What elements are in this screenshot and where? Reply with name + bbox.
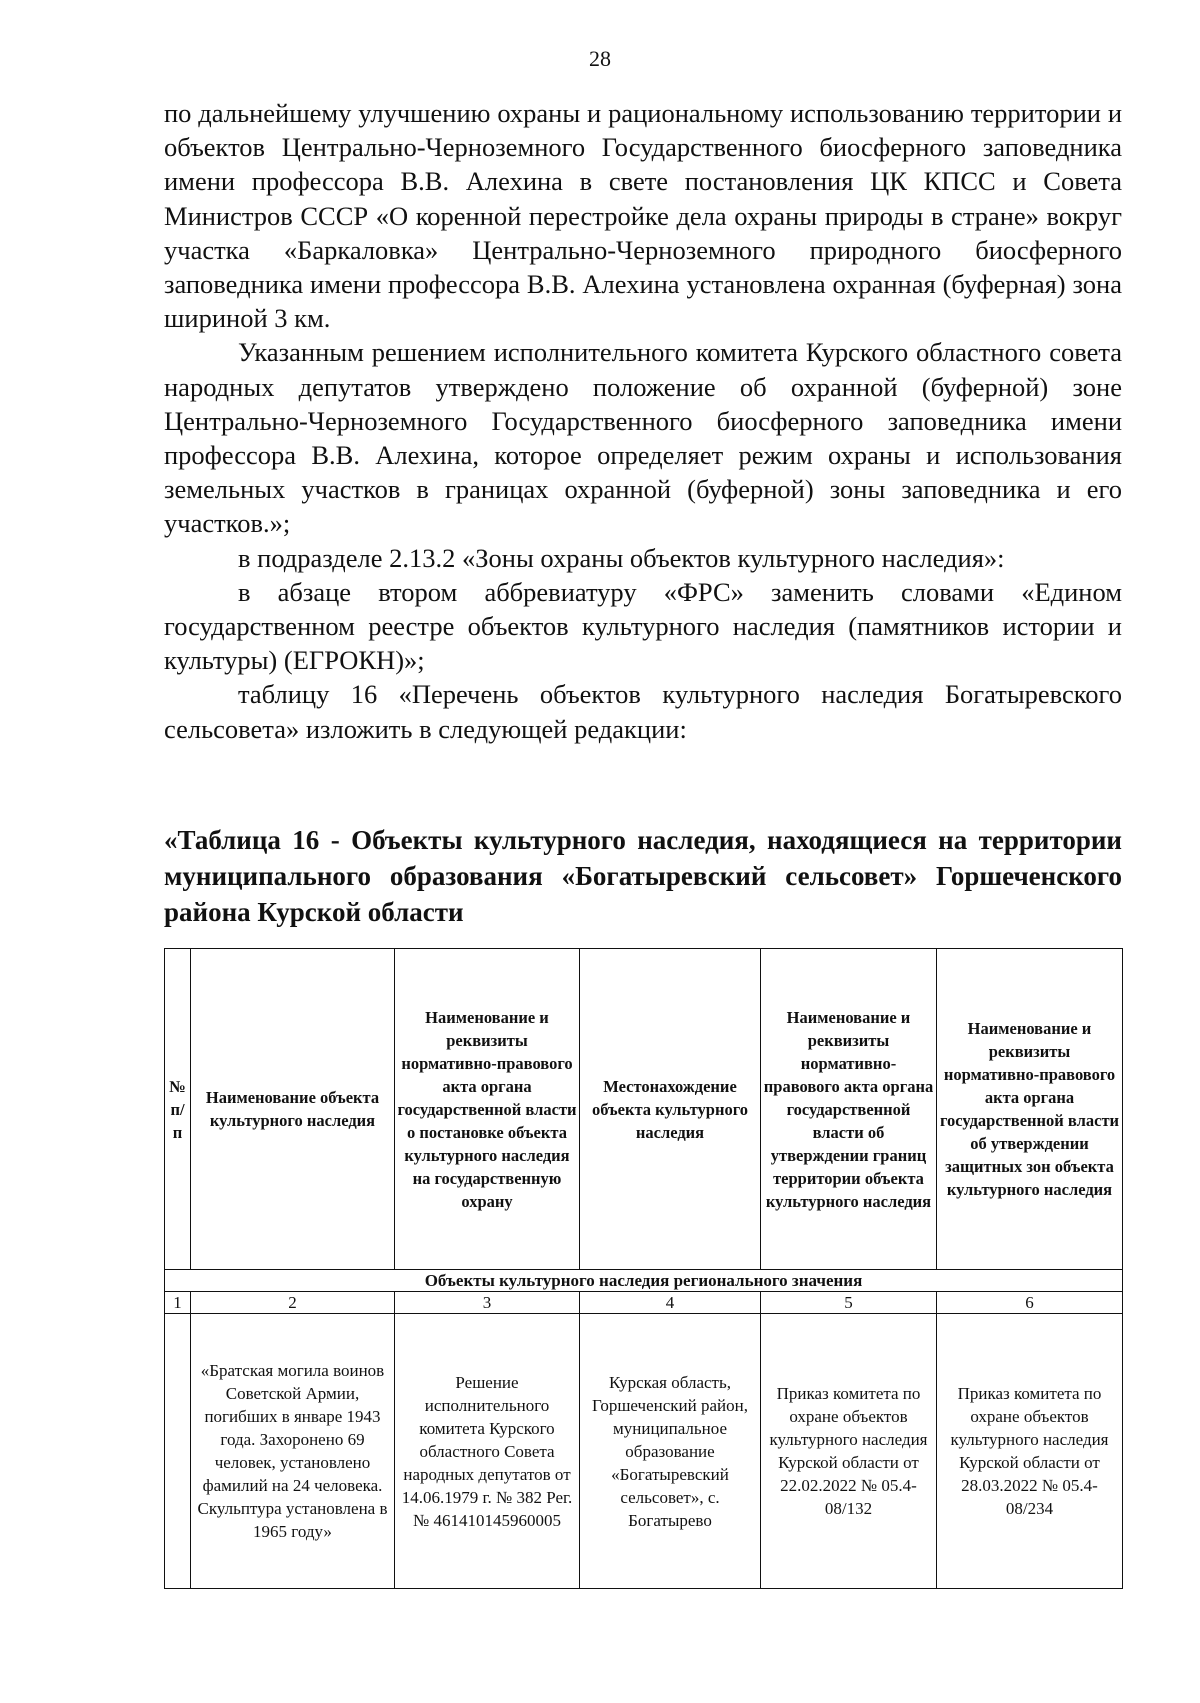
column-number: 1 xyxy=(165,1292,191,1314)
header-cell-name: Наименование объекта культурного наследия xyxy=(191,949,395,1270)
table-row xyxy=(165,1314,1123,1589)
cell-object-name: «Братская могила воинов Советской Армии, погибших в январе 1943 года. Захоронено 69 человек, установлено фамилий на 24 человека. Скульптура установлена в 1965 году» xyxy=(191,1314,395,1589)
header-cell-territory-act: Наименование и реквизиты нормативно-правового акта органа государственной власти об утверждении границ территории объекта культурного наследия xyxy=(761,949,937,1270)
cell-number xyxy=(165,1314,191,1589)
body-text xyxy=(164,96,1122,746)
header-cell-protection-act: Наименование и реквизиты нормативно-правового акта органа государственной власти о постановке объекта культурного наследия на государственную охрану xyxy=(395,949,580,1270)
cell-territory-act: Приказ комитета по охране объектов культурного наследия Курской области от 22.02.2022 № 05.4-08/132 xyxy=(761,1314,937,1589)
header-cell-zones-act: Наименование и реквизиты нормативно-правового акта органа государственной власти об утверждении защитных зон объекта культурного наследия xyxy=(937,949,1123,1270)
column-numbers-row xyxy=(165,1292,1123,1314)
header-cell-number: № п/п xyxy=(165,949,191,1270)
paragraph: в абзаце втором аббревиатуру «ФРС» заменить словами «Едином государственном реестре объектов культурного наследия (памятников истории и культуры) (ЕГРОКН)»; xyxy=(164,576,1122,676)
cell-zones-act: Приказ комитета по охране объектов культурного наследия Курской области от 28.03.2022 № 05.4-08/234 xyxy=(937,1314,1123,1589)
section-title: Объекты культурного наследия регионального значения xyxy=(165,1270,1123,1292)
table-section-row xyxy=(165,1270,1123,1292)
column-number: 5 xyxy=(761,1292,937,1314)
heritage-table xyxy=(164,948,1123,1589)
paragraph: таблицу 16 «Перечень объектов культурного наследия Богатыревского сельсовета» изложить в следующей редакции: xyxy=(164,679,1122,744)
table-title: «Таблица 16 - Объекты культурного наследия, находящиеся на территории муниципального образования «Богатыревский сельсовет» Горшеченского района Курской области xyxy=(164,825,1122,927)
table-header-row xyxy=(165,949,1123,1270)
paragraph: в подразделе 2.13.2 «Зоны охраны объектов культурного наследия»: xyxy=(238,542,1005,573)
paragraph: Указанным решением исполнительного комитета Курского областного совета народных депутатов утверждено положение об охранной (буферной) зоне Центрально-Черноземного Государственного биосферного заповедника имени профессора В.В. Алехина, которое определяет режим охраны и использования земельных участков в границах охранной (буферной) зоны заповедника и его участков.»; xyxy=(164,337,1122,539)
paragraph: по дальнейшему улучшению охраны и рациональному использованию территории и объектов Центрально-Черноземного Государственного биосферного заповедника имени профессора В.В. Алехина в свете постановления ЦК КПСС и Совета Министров СССР «О коренной перестройке дела охраны природы в стране» вокруг участка «Баркаловка» Центрально-Черноземного природного биосферного заповедника имени профессора В.В. Алехина установлена охранная (буферная) зона шириной 3 км. xyxy=(164,98,1122,334)
column-number: 3 xyxy=(395,1292,580,1314)
column-number: 6 xyxy=(937,1292,1123,1314)
cell-location: Курская область, Горшеченский район, муниципальное образование «Богатыревский сельсовет», с. Богатырево xyxy=(580,1314,761,1589)
cell-protection-act: Решение исполнительного комитета Курского областного Совета народных депутатов от 14.06.1979 г. № 382 Рег. № 461410145960005 xyxy=(395,1314,580,1589)
page-number: 28 xyxy=(589,46,611,71)
header-cell-location: Местонахождение объекта культурного наследия xyxy=(580,949,761,1270)
column-number: 2 xyxy=(191,1292,395,1314)
column-number: 4 xyxy=(580,1292,761,1314)
